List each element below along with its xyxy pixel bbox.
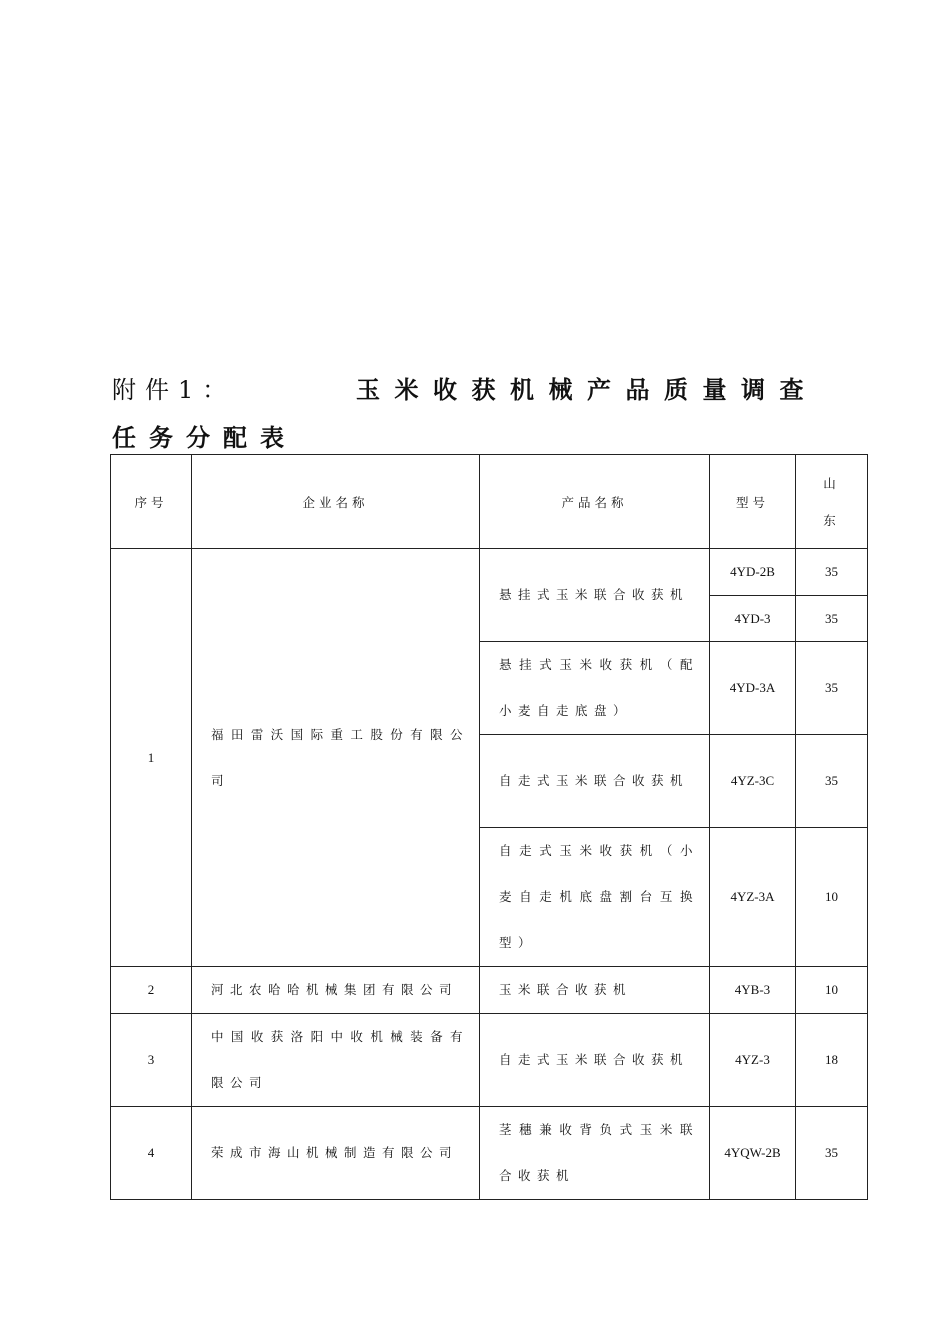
task-allocation-table [110,454,868,1200]
document-title-continued: 任务分配表 [112,423,297,452]
row-model: 4YQW-2B [710,1107,796,1200]
row-model: 4YD-3 [710,596,796,642]
row-seq: 2 [111,967,192,1014]
row-product: 自走式玉米联合收获机 [480,1014,710,1107]
row-quantity: 35 [796,642,868,735]
row-company: 河北农哈哈机械集团有限公司 [192,967,480,1014]
row-product: 自走式玉米联合收获机 [480,735,710,828]
row-product: 自走式玉米收获机（小麦自走机底盘割台互换型） [480,828,710,967]
row-model: 4YD-2B [710,549,796,596]
table-row [111,1014,868,1107]
row-quantity: 10 [796,828,868,967]
row-quantity: 10 [796,967,868,1014]
row-model: 4YB-3 [710,967,796,1014]
document-heading [110,364,870,452]
row-product: 茎穗兼收背负式玉米联合收获机 [480,1107,710,1200]
table-row [111,1107,868,1200]
header-product: 产品名称 [480,455,710,549]
row-quantity: 35 [796,735,868,828]
row-model: 4YD-3A [710,642,796,735]
row-seq: 4 [111,1107,192,1200]
row-model: 4YZ-3A [710,828,796,967]
header-model: 型号 [710,455,796,549]
row-quantity: 35 [796,1107,868,1200]
heading-line-1 [110,364,870,410]
row-quantity: 35 [796,596,868,642]
header-company: 企业名称 [192,455,480,549]
table-row [111,967,868,1014]
header-region-char-2: 东 [823,512,840,528]
row-product: 悬挂式玉米收获机（配小麦自走底盘） [480,642,710,735]
table-row [111,549,868,596]
document-title: 玉米收获机械产品质量调查 [356,375,818,404]
header-seq: 序号 [111,455,192,549]
row-quantity: 35 [796,549,868,596]
row-product: 悬挂式玉米联合收获机 [480,549,710,642]
row-quantity: 18 [796,1014,868,1107]
row-company: 荣成市海山机械制造有限公司 [192,1107,480,1200]
row-company: 中国收获洛阳中收机械装备有限公司 [192,1014,480,1107]
header-region-char-1: 山 [823,475,840,491]
row-model: 4YZ-3C [710,735,796,828]
attachment-label: 附件1： [112,376,236,404]
row-seq: 1 [111,549,192,967]
row-seq: 3 [111,1014,192,1107]
row-company: 福田雷沃国际重工股份有限公司 [192,549,480,967]
row-model: 4YZ-3 [710,1014,796,1107]
table-header-row [111,455,868,549]
header-region [796,455,868,549]
row-product: 玉米联合收获机 [480,967,710,1014]
